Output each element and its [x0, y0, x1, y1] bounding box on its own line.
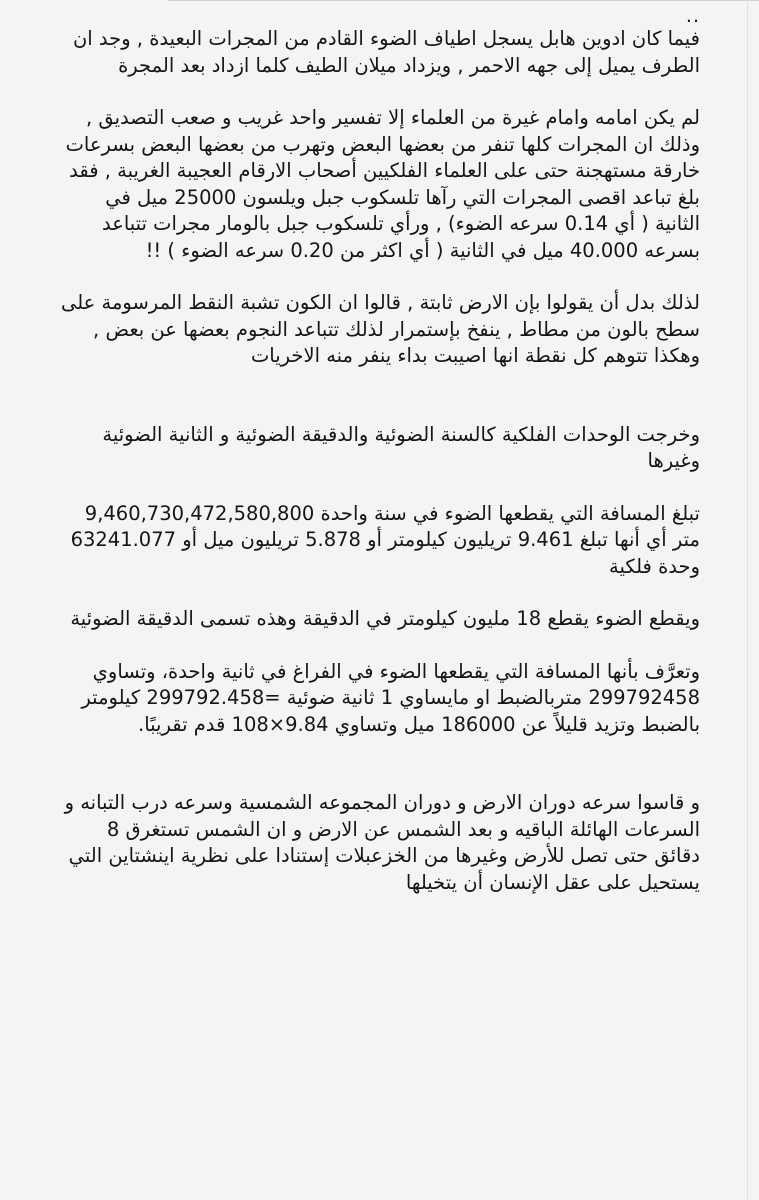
- paragraph-galaxies-receding: لم يكن امامه وامام غيرة من العلماء إلا تفسير واحد غريب و صعب التصديق , وذلك ان المجرات كلها تنفر من بعضها البعض وتهرب من بعضها البعض بسرعات خارقة مستهجنة حتى على العلماء الفلكيين أصحاب الارقام العجيبة الغريبة , فقد بلغ تباعد اقصى المجرات التي رآها تلسكوب جبل ويلسون 25000 ميل في الثانية ( أي 0.14 سرعه الضوء) , ورأي تلسكوب جبل بالومار مجرات تتباعد بسرعه 40.000 ميل في الثانية ( أي اكثر من 0.20 سرعه الضوء ) !!: [65, 106, 700, 262]
- paragraph-light-second: وتعرَّف بأنها المسافة التي يقطعها الضوء في الفراغ في ثانية واحدة، وتساوي 299792458 متربالضبط او مايساوي 1 ثانية ضوئية =299792.458 كيلومتر بالضبط وتزيد قليلاً عن 186000 ميل وتساوي 9.84×108 قدم تقريبًا.: [81, 659, 700, 736]
- paragraph-hubble-redshift: فيما كان ادوين هابل يسجل اطياف الضوء القادم من المجرات البعيدة , وجد ان الطرف يميل إلى جهه الاحمر , ويزداد ميلان الطيف كلما ازداد بعد المجرة: [72, 27, 700, 77]
- article-body: [60, 6, 700, 896]
- paragraph-measurements: و قاسوا سرعه دوران الارض و دوران المجموعه الشمسية وسرعه درب التبانه و السرعات الهائلة الباقيه و بعد الشمس عن الارض و ان الشمس تستغرق 8 دقائق حتى تصل للأرض وغيرها من الخزعبلات إستنادا على نظرية اينشتاين التي يستحيل على عقل الإنسان أن يتخيلها: [64, 791, 700, 894]
- paragraph-balloon-analogy: لذلك بدل أن يقولوا بإن الارض ثابتة , قالوا ان الكون تشبة النقط المرسومة على سطح بالون من مطاط , ينفخ بإستمرار لذلك تتباعد النجوم بعضها عن بعض , وهكذا تتوهم كل نقطة انها اصيبت بداء ينفر منه الاخريات: [60, 291, 700, 367]
- top-divider: [168, 0, 759, 1]
- leading-dots: ..: [685, 5, 700, 27]
- paragraph-light-minute: ويقطع الضوء يقطع 18 مليون كيلومتر في الدقيقة وهذه تسمى الدقيقة الضوئية: [70, 607, 700, 630]
- paragraph-light-year: تبلغ المسافة التي يقطعها الضوء في سنة واحدة 9,460,730,472,580,800 متر أي أنها تبلغ 9.461 تريليون كيلومتر أو 5.878 تريليون ميل أو 63241.077 وحدة فلكية: [70, 501, 700, 578]
- paragraph-astronomical-units: وخرجت الوحدات الفلكية كالسنة الضوئية والدقيقة الضوئية و الثانية الضوئية وغيرها: [102, 422, 700, 472]
- right-edge-line: [747, 0, 748, 1200]
